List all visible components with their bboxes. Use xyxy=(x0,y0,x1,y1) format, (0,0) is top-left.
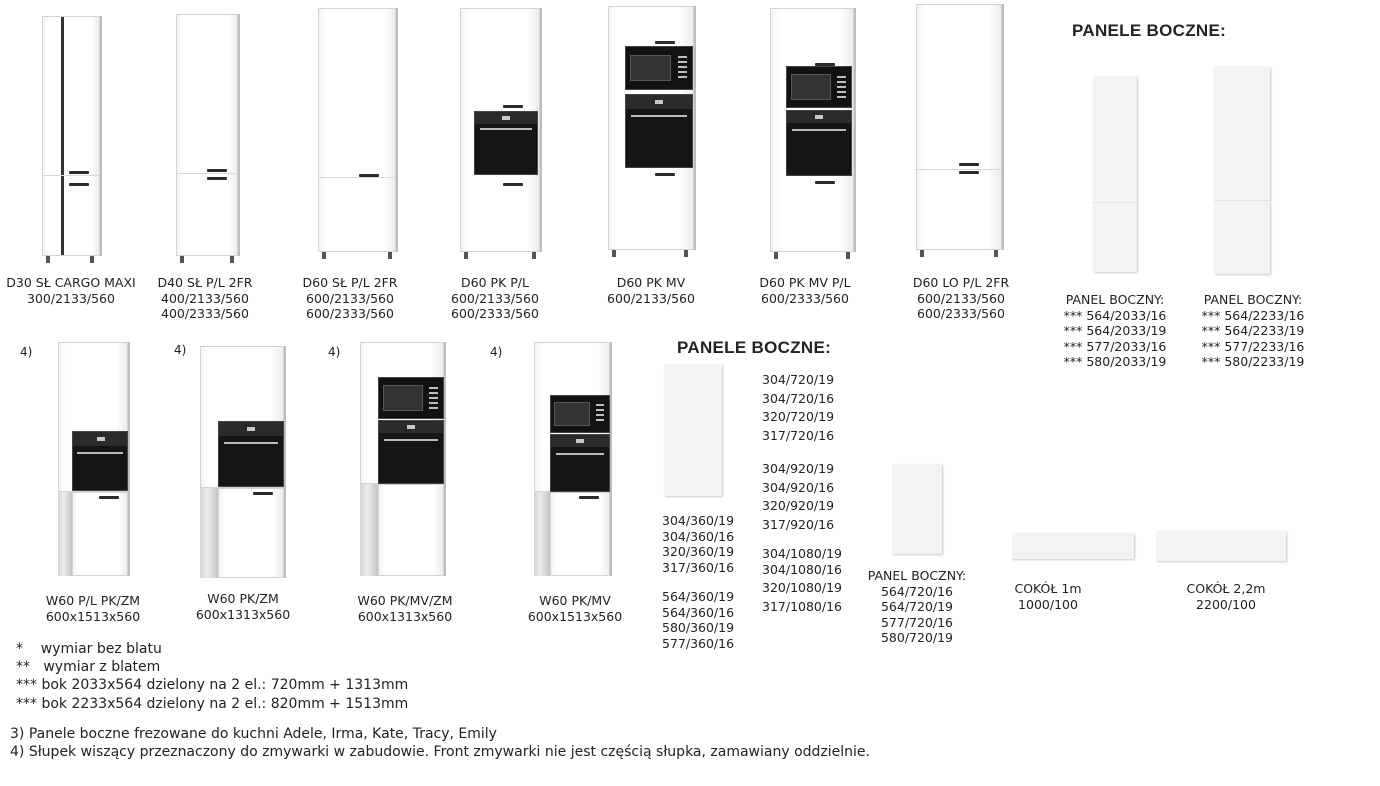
plinth-name: COKÓŁ 2,2m xyxy=(1186,581,1266,596)
dishwasher-front xyxy=(72,492,128,576)
cabinet-d60-sl-pl-2fr xyxy=(318,8,396,252)
cabinet-dims: 600/2333/560 xyxy=(761,290,849,306)
panel-label xyxy=(852,568,982,646)
panel-code: 304/720/19 xyxy=(762,372,835,387)
panel-code: 320/360/19 xyxy=(662,544,735,559)
panel-code: 577/360/16 xyxy=(662,635,735,651)
legend-line: ** wymiar z blatem xyxy=(16,659,161,675)
leg xyxy=(920,250,924,257)
side-panel-720 xyxy=(892,464,942,554)
panel-code: 320/920/19 xyxy=(762,498,835,513)
cabinet-label xyxy=(285,275,415,322)
cabinet-name: D60 LO P/L 2FR xyxy=(912,275,1010,290)
panel-code: 317/1080/16 xyxy=(762,598,842,614)
cabinet-name: D40 SŁ P/L 2FR xyxy=(157,275,253,290)
dishwasher-recess xyxy=(58,492,72,576)
leg xyxy=(230,256,234,263)
cabinet-dims: 600/2333/560 xyxy=(917,306,1005,321)
oven-built-in xyxy=(625,94,693,168)
cabinet-name: W60 PK/ZM xyxy=(207,591,279,606)
panel-code: *** 577/2033/16 xyxy=(1063,338,1167,354)
cabinet-name: D60 PK MV P/L xyxy=(759,275,851,290)
note-mark: 4) xyxy=(328,345,341,359)
legend-line: * wymiar bez blatu xyxy=(16,641,162,657)
leg xyxy=(684,250,688,257)
plinth-label xyxy=(1176,581,1276,612)
leg xyxy=(322,252,326,259)
cabinet-dims: 400/2333/560 xyxy=(161,306,249,321)
dishwasher-recess xyxy=(200,488,218,578)
oven-built-in xyxy=(474,111,538,175)
cabinet-name: D60 PK P/L xyxy=(461,275,529,290)
panel-code: 304/920/16 xyxy=(762,479,835,495)
cabinet-dims: 400/2133/560 xyxy=(161,290,249,306)
panel-code: 304/360/16 xyxy=(662,528,735,544)
microwave-built-in xyxy=(550,395,610,433)
dishwasher-recess xyxy=(534,492,550,576)
cabinet-label xyxy=(510,593,640,624)
section-header-panele-boczne: PANELE BOCZNE: xyxy=(1072,21,1227,40)
plinth-1m xyxy=(1012,533,1134,559)
panel-code: *** 580/2033/19 xyxy=(1063,354,1167,369)
microwave-built-in xyxy=(378,377,444,419)
cabinet-d60-lo-pl-2fr xyxy=(916,4,1002,250)
cabinet-dims: 600x1513x560 xyxy=(45,608,141,624)
leg xyxy=(994,250,998,257)
leg xyxy=(388,252,392,259)
side-panel-2033 xyxy=(1093,76,1137,272)
plinth-dims: 1000/100 xyxy=(1018,596,1078,612)
plinth-dims: 2200/100 xyxy=(1196,596,1256,612)
cabinet-dims: 600/2133/560 xyxy=(306,290,394,306)
cabinet-name: W60 PK/MV xyxy=(539,593,611,608)
cabinet-label xyxy=(586,275,716,306)
cabinet-dims: 600/2333/560 xyxy=(306,306,394,321)
note-mark: 4) xyxy=(490,345,503,359)
leg xyxy=(612,250,616,257)
panel-label xyxy=(1050,292,1180,370)
oven-built-in xyxy=(218,421,284,487)
panel-code: 304/360/19 xyxy=(662,513,735,528)
panel-code: 577/720/16 xyxy=(880,614,954,630)
dishwasher-front xyxy=(550,492,610,576)
cabinet-name: D30 SŁ CARGO MAXI xyxy=(6,275,136,290)
panel-title: PANEL BOCZNY: xyxy=(1065,292,1165,307)
oven-built-in xyxy=(786,110,852,176)
panel-code: 564/360/19 xyxy=(662,589,735,604)
panel-code: 317/360/16 xyxy=(662,559,735,575)
cabinet-d30-sl-cargo-maxi xyxy=(42,16,100,256)
panel-code: *** 564/2233/19 xyxy=(1201,323,1305,338)
oven-built-in xyxy=(72,431,128,491)
panel-code: *** 577/2233/16 xyxy=(1201,338,1305,354)
panel-title: PANEL BOCZNY: xyxy=(867,568,967,583)
panel-code: 320/720/19 xyxy=(762,409,835,424)
cabinet-label xyxy=(28,593,158,624)
cabinet-dims: 600x1313x560 xyxy=(357,608,453,624)
cabinet-d40-sl-pl-2fr xyxy=(176,14,238,256)
plinth-name: COKÓŁ 1m xyxy=(1014,581,1082,596)
cabinet-label xyxy=(740,275,870,306)
panel-code: 304/720/16 xyxy=(762,390,835,406)
legend-line: *** bok 2033x564 dzielony na 2 el.: 720mm + 1313mm xyxy=(16,677,409,693)
panel-code: *** 580/2233/19 xyxy=(1201,354,1305,369)
leg xyxy=(46,256,50,263)
cabinet-label xyxy=(178,591,308,622)
leg xyxy=(90,256,94,263)
panel-code: 317/720/16 xyxy=(762,427,835,443)
microwave-built-in xyxy=(625,46,693,90)
cabinet-label xyxy=(896,275,1026,322)
cabinet-dims: 600/2133/560 xyxy=(451,290,539,306)
plinth-2-2m xyxy=(1156,531,1286,561)
leg xyxy=(846,252,850,259)
cabinet-name: D60 PK MV xyxy=(616,275,686,290)
section-header-panele-boczne: PANELE BOCZNE: xyxy=(677,338,832,357)
cabinet-dims: 600/2133/560 xyxy=(607,290,695,306)
cabinet-label xyxy=(140,275,270,322)
cabinet-name: D60 SŁ P/L 2FR xyxy=(302,275,398,290)
panel-code: 580/360/19 xyxy=(662,620,735,635)
dishwasher-front xyxy=(378,484,444,576)
panel-codes-column xyxy=(762,372,842,614)
panel-codes-column xyxy=(662,513,734,651)
panel-code: 317/920/16 xyxy=(762,516,835,532)
footnote: 4) Słupek wiszący przeznaczony do zmywarki w zabudowie. Front zmywarki nie jest częścią słupka, zamawiany oddzielnie. xyxy=(10,744,870,760)
oven-built-in xyxy=(378,420,444,484)
panel-code: 304/920/19 xyxy=(762,461,835,476)
cabinet-label xyxy=(340,593,470,624)
panel-code: *** 564/2233/16 xyxy=(1201,307,1305,323)
panel-code: 304/1080/19 xyxy=(762,546,842,561)
cabinet-dims: 600/2133/560 xyxy=(917,290,1005,306)
legend-line: *** bok 2233x564 dzielony na 2 el.: 820mm + 1513mm xyxy=(16,696,409,712)
panel-label xyxy=(1188,292,1318,370)
panel-code: *** 564/2033/19 xyxy=(1063,323,1167,338)
cabinet-name: W60 P/L PK/ZM xyxy=(45,593,141,608)
plinth-label xyxy=(998,581,1098,612)
cabinet-label xyxy=(6,275,136,306)
cabinet-dims: 300/2133/560 xyxy=(27,290,115,306)
note-mark: 4) xyxy=(20,345,33,359)
side-panel-2233 xyxy=(1214,66,1270,274)
leg xyxy=(180,256,184,263)
panel-code: 564/720/19 xyxy=(880,599,954,614)
panel-code: *** 564/2033/16 xyxy=(1063,307,1167,323)
cabinet-label xyxy=(430,275,560,322)
dishwasher-recess xyxy=(360,484,378,576)
cabinet-name: W60 PK/MV/ZM xyxy=(357,593,453,608)
oven-built-in xyxy=(550,434,610,492)
note-mark: 4) xyxy=(174,343,187,357)
dishwasher-front xyxy=(218,488,284,578)
panel-title: PANEL BOCZNY: xyxy=(1203,292,1303,307)
footnote: 3) Panele boczne frezowane do kuchni Adele, Irma, Kate, Tracy, Emily xyxy=(10,726,497,742)
side-panel-360 xyxy=(664,364,722,496)
panel-code: 564/360/16 xyxy=(662,604,735,620)
leg xyxy=(464,252,468,259)
cabinet-dims: 600x1513x560 xyxy=(527,608,623,624)
leg xyxy=(532,252,536,259)
panel-code: 320/1080/19 xyxy=(762,580,842,595)
cabinet-dims: 600x1313x560 xyxy=(195,606,291,622)
panel-code: 580/720/19 xyxy=(880,630,954,645)
panel-code: 564/720/16 xyxy=(880,583,954,599)
cabinet-dims: 600/2333/560 xyxy=(451,306,539,321)
panel-code: 304/1080/16 xyxy=(762,561,842,577)
microwave-built-in xyxy=(786,66,852,108)
leg xyxy=(774,252,778,259)
